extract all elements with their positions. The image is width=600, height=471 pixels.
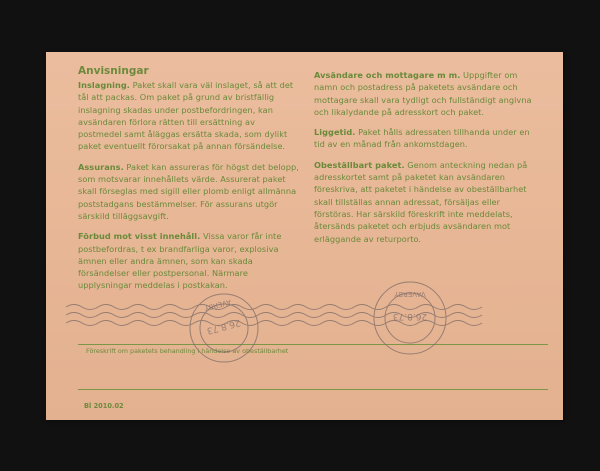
divider-top [78,344,548,345]
left-instructions-column [78,79,301,300]
divider-bottom [78,389,548,390]
instruction-prohibited-contents [78,230,301,291]
postmark-place: AVERBY [203,297,232,313]
term: Förbud mot visst innehåll. [78,231,201,242]
term: Obeställbart paket. [314,159,405,170]
instruction-text: Paket hålls adressaten tillhanda under en tid av en månad från ankomstdagen. [314,127,530,150]
instruction-text: Paket kan assureras för högst det belopp, som motsvarar innehållets värde. Assurerat paket skall förseglas med sigill eller plomb enligt allmänna poststadgans bestämmelser. För assurans utgör särskild tilläggsavgift. [78,161,299,221]
instruction-text: Genom anteckning nedan på adresskortet samt på paketet kan avsändaren föreskriva, att paketet i händelse av obeställbarhet skall tillställas annan adressat, försäljas eller förstöras. Har särskild föreskrift inte meddelats, återsänds paketet och erbjuds avsändaren mot erläggande av returporto. [314,159,528,244]
term: Liggetid. [314,127,356,138]
right-instructions-column [314,69,539,253]
instruction-sender-recipient [314,69,539,118]
instruction-packaging [78,79,301,153]
cancellation-wave-line [66,305,482,310]
postmark-date: 26.8.73 [205,316,242,336]
term: Avsändare och mottagare m m. [314,70,461,80]
address-card-back [46,52,563,420]
form-number: Bl 2010.02 [84,402,124,410]
instruction-insurance [78,161,301,222]
postmark-circle [385,293,435,343]
cancellation-wave-line [66,321,482,326]
cancellation-wave-line [66,313,482,318]
postmark-date: 26.8.73 [392,311,428,321]
undeliverable-instructions-caption: Föreskrift om paketets behandling i händelse av obeställbarhet [86,347,289,355]
instruction-text: Vissa varor får inte postbefordras, t ex brandfarliga varor, explosiva ämnen eller andra ämnen, som kan skada försändelser eller postpersonal. Närmare upplysningar meddelas i postkakan. [78,231,282,291]
instruction-holding-period [314,126,539,151]
term: Inslagning. [78,80,130,90]
postmark-place: VAVERBY [394,290,426,298]
heading: Anvisningar [78,65,149,77]
instruction-text: Uppgifter om namn och postadress på paketets avsändare och mottagare skall vara tydligt och fullständigt angivna och likalydande på adresskort och paket. [314,70,532,117]
term: Assurans. [78,161,124,172]
instruction-text: Paket skall vara väl inslaget, så att det tål att packas. Om paket på grund av bristfällig inslagning skadas under postbefordringen, kan avsändaren förlora rätten till ersättning av postmedel samt åläggas ersätta skada, som dylikt paket eventuellt förorsakat på annan försändelse. [78,80,294,152]
instruction-undeliverable [314,159,539,245]
